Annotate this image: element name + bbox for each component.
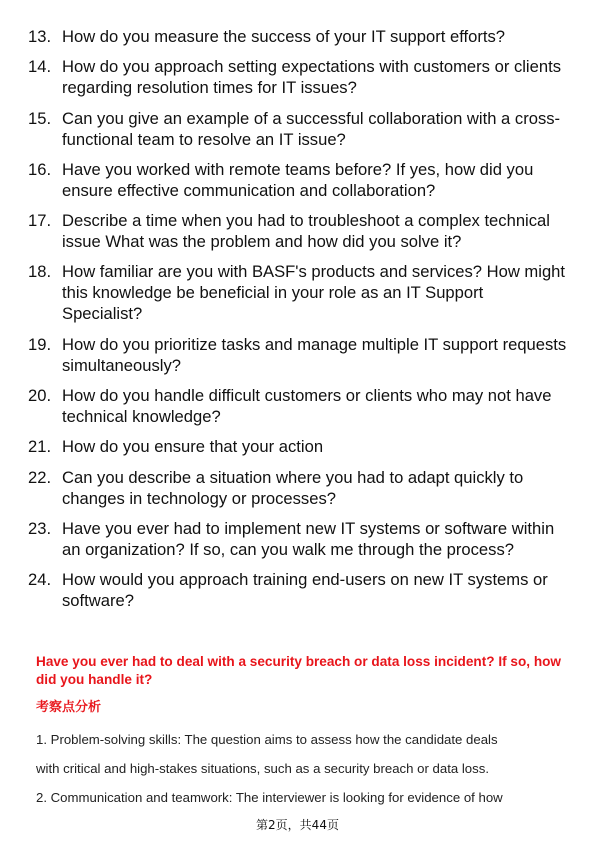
question-item [28, 436, 568, 457]
page-number-footer: 第2页，共44页 [256, 818, 339, 832]
question-text: How do you ensure that your action [62, 437, 324, 457]
analysis-line: with critical and high-stakes situations, such as a security breach or data loss. [36, 761, 489, 776]
question-number: 19. [28, 334, 52, 354]
question-number: 14. [28, 57, 52, 77]
question-text: Can you describe a situation where you had to adapt quickly to changes in technology or processes? [62, 467, 524, 508]
question-list [28, 26, 568, 621]
question-text: Describe a time when you had to troubleshoot a complex technical issue What was the problem and how did you solve it? [62, 211, 550, 252]
question-text: How do you prioritize tasks and manage multiple IT support requests simultaneously? [62, 334, 567, 375]
analysis-line: 1. Problem-solving skills: The question aims to assess how the candidate deals [36, 732, 498, 747]
analysis-body [36, 725, 566, 812]
question-item [28, 261, 568, 324]
question-item [28, 569, 568, 611]
question-number: 16. [28, 159, 52, 179]
question-item [28, 385, 568, 427]
highlighted-question: Have you ever had to deal with a security breach or data loss incident? If so, how did you handle it? [36, 654, 562, 687]
question-text: Can you give an example of a successful collaboration with a cross-functional team to resolve an IT issue? [62, 108, 561, 149]
question-number: 18. [28, 262, 52, 282]
question-text: How would you approach training end-users on new IT systems or software? [62, 570, 548, 611]
question-number: 17. [28, 211, 52, 231]
question-item [28, 108, 568, 150]
question-number: 22. [28, 467, 52, 487]
question-number: 24. [28, 570, 52, 590]
question-item [28, 210, 568, 252]
question-item [28, 518, 568, 560]
question-text: How do you handle difficult customers or clients who may not have technical knowledge? [62, 386, 552, 427]
question-number: 23. [28, 518, 52, 538]
question-number: 21. [28, 437, 52, 457]
question-item [28, 467, 568, 509]
question-text: Have you worked with remote teams before? If yes, how did you ensure effective communication and collaboration? [62, 159, 534, 200]
analysis-line: 2. Communication and teamwork: The interviewer is looking for evidence of how [36, 790, 503, 805]
question-text: How do you measure the success of your IT support efforts? [62, 27, 506, 46]
question-number: 15. [28, 108, 52, 128]
question-item [28, 334, 568, 376]
question-item [28, 56, 568, 98]
question-item [28, 26, 568, 47]
analysis-section-heading: 考察点分析 [36, 700, 102, 715]
question-text: How familiar are you with BASF's products and services? How might this knowledge be beneficial in your role as an IT Support Specialist? [62, 262, 566, 324]
question-text: How do you approach setting expectations with customers or clients regarding resolution times for IT issues? [62, 57, 561, 98]
question-number: 20. [28, 386, 52, 406]
question-number: 13. [28, 27, 52, 46]
question-text: Have you ever had to implement new IT systems or software within an organization? If so, can you walk me through the process? [62, 518, 555, 559]
question-item [28, 159, 568, 201]
